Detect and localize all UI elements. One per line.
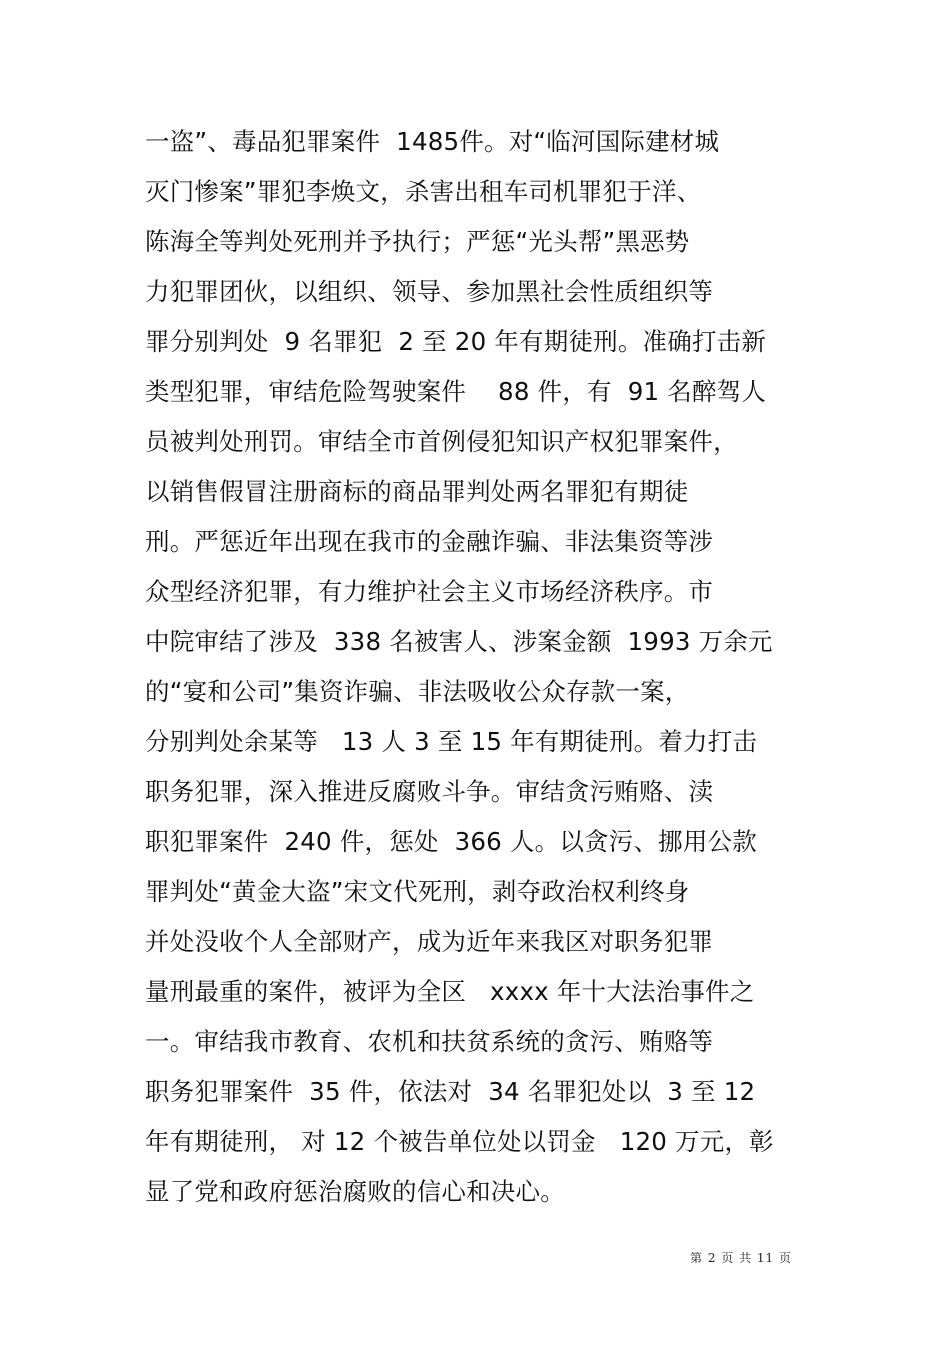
text-line: 并处没收个人全部财产，成为近年来我区对职务犯罪 bbox=[145, 927, 714, 956]
page-number-footer: 第 2 页 共 11 页 bbox=[690, 1251, 792, 1265]
text-line: 中院审结了涉及 338 名被害人、涉案金额 1993 万余元 bbox=[145, 627, 773, 656]
text-line: 类型犯罪，审结危险驾驶案件 88 件，有 91 名醉驾人 bbox=[145, 377, 767, 406]
text-line: 显了党和政府惩治腐败的信心和决心。 bbox=[145, 1177, 565, 1206]
text-line: 以销售假冒注册商标的商品罪判处两名罪犯有期徒 bbox=[145, 477, 689, 506]
text-line: 陈海全等判处死刑并予执行；严惩“光头帮”黑恶势 bbox=[145, 227, 690, 256]
text-line: 力犯罪团伙，以组织、领导、参加黑社会性质组织等 bbox=[145, 277, 714, 306]
text-line: 一盗”、毒品犯罪案件 1485件。对“临河国际建材城 bbox=[145, 127, 720, 156]
text-line: 职犯罪案件 240 件，惩处 366 人。以贪污、挪用公款 bbox=[145, 827, 757, 856]
text-line: 灭门惨案”罪犯李焕文，杀害出租车司机罪犯于洋、 bbox=[145, 177, 702, 206]
text-line: 罪分别判处 9 名罪犯 2 至 20 年有期徒刑。准确打击新 bbox=[145, 327, 767, 356]
text-line: 职务犯罪案件 35 件，依法对 34 名罪犯处以 3 至 12 bbox=[145, 1077, 756, 1106]
text-line: 职务犯罪，深入推进反腐败斗争。审结贪污贿赂、渎 bbox=[145, 777, 714, 806]
text-line: 众型经济犯罪，有力维护社会主义市场经济秩序。市 bbox=[145, 577, 714, 606]
text-line: 年有期徒刑， 对 12 个被告单位处以罚金 120 万元，彰 bbox=[145, 1127, 774, 1156]
text-line: 一。审结我市教育、农机和扶贫系统的贪污、贿赂等 bbox=[145, 1027, 714, 1056]
text-line: 的“宴和公司”集资诈骗、非法吸收公众存款一案， bbox=[145, 677, 690, 706]
text-line: 员被判处刑罚。审结全市首例侵犯知识产权犯罪案件， bbox=[145, 427, 738, 456]
text-line: 罪判处“黄金大盗”宋文代死刑，剥夺政治权利终身 bbox=[145, 877, 690, 906]
text-line: 分别判处余某等 13 人 3 至 15 年有期徒刑。着力打击 bbox=[145, 727, 758, 756]
body-text bbox=[145, 117, 825, 1217]
text-line: 刑。严惩近年出现在我市的金融诈骗、非法集资等涉 bbox=[145, 527, 714, 556]
text-line: 量刑最重的案件，被评为全区 xxxx 年十大法治事件之 bbox=[145, 977, 755, 1006]
